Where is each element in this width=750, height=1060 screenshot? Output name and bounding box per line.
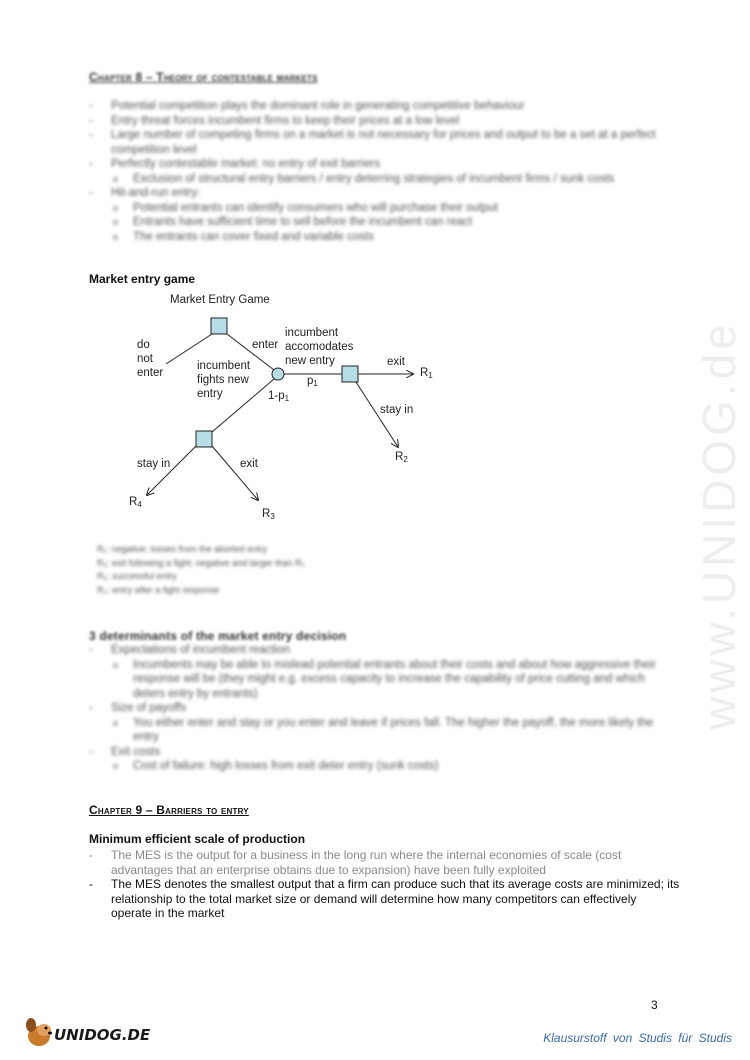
- unidog-logo: [22, 1015, 157, 1049]
- watermark: www.UNIDOG.de: [693, 320, 745, 730]
- chapter8-list-item: - Perfectly contestable market: no entry of exit barriers: [89, 157, 680, 172]
- label-r2: R2: [395, 451, 408, 464]
- determinants-list-item: o Incumbents may be able to mislead potential entrants about their costs and about how aggressive their response will be (they might e.g. excess capacity to increase the capability of price cutting and which deters entry by entrants): [89, 658, 680, 702]
- label-exit-top: exit: [387, 356, 405, 368]
- edge-stay-in-r4: [147, 446, 196, 495]
- chapter9-heading: Chapter 9 – Barriers to entry: [89, 803, 249, 817]
- label-p1: p1: [307, 375, 318, 388]
- label-one-minus-p1: 1-p1: [268, 390, 290, 403]
- chapter8-list-item: - Large number of competing firms on a market is not necessary for prices and output to be a set at a perfect competition level: [89, 128, 680, 157]
- determinants-list-item: o Cost of failure: high losses from exit deter entry (sunk costs): [89, 759, 680, 774]
- payoff-definition: R₃: successful entry: [97, 571, 177, 581]
- determinants-list-item: - Expectations of incumbent reaction: [89, 643, 680, 658]
- payoff-definitions: [97, 543, 305, 597]
- label-r3: R3: [262, 508, 275, 521]
- chapter8-list-item: - Entry threat forces incumbent firms to keep their prices at a low level: [89, 114, 680, 129]
- diagram-title: Market Entry Game: [170, 294, 270, 306]
- determinants-list-item: o You either enter and stay or you enter and leave if prices fall. The higher the payoff, the more likely the entry: [89, 716, 680, 745]
- determinants-list-item: - Exit costs: [89, 745, 680, 760]
- label-stay-in-right: stay in: [380, 404, 414, 416]
- chapter8-list-item: o Exclusion of structural entry barriers / entry deterring strategies of incumbent firms / sunk costs: [89, 172, 680, 187]
- mes-subtitle: Minimum efficient scale of production: [89, 832, 306, 846]
- chapter8-list: [89, 99, 680, 244]
- node-fight: [196, 431, 212, 447]
- chapter8-list-item: o The entrants can cover fixed and variable costs: [89, 230, 680, 245]
- edge-fight: [212, 379, 274, 432]
- label-do-not-enter: do not enter: [137, 339, 164, 379]
- node-entrant: [211, 318, 227, 334]
- footer-tagline: Klausurstoff von Studis für Studis: [543, 1031, 732, 1045]
- payoff-definition: R₂: exit following a fight; negative and larger than R₁: [97, 557, 305, 568]
- label-incumbent-fights: incumbent fights new entry: [197, 360, 251, 400]
- chapter8-list-item: o Potential entrants can identify consumers who will purchase their output: [89, 201, 680, 216]
- determinants-list: [89, 643, 680, 774]
- label-stay-in-left: stay in: [137, 458, 171, 470]
- label-enter: enter: [252, 339, 279, 351]
- label-exit-bottom: exit: [240, 458, 258, 470]
- determinants-heading: 3 determinants of the market entry decision: [89, 629, 347, 643]
- page-number: 3: [651, 998, 658, 1012]
- market-entry-subtitle: Market entry game: [89, 272, 196, 286]
- mes-bullet-1: - The MES is the output for a business in the long run where the internal economies of scale (cost advantages that an enterprise obtains due to expansion) have been fully exploited: [89, 848, 680, 877]
- payoff-definition: R₁: negative; losses from the aborted entry: [97, 544, 268, 554]
- node-chance: [272, 368, 284, 380]
- logo-text: UNIDOG.DE: [54, 1026, 151, 1044]
- label-r4: R4: [129, 496, 142, 509]
- dog-icon: [22, 1015, 56, 1049]
- determinants-list-item: - Size of payoffs: [89, 701, 680, 716]
- market-entry-game-diagram: [100, 286, 440, 522]
- mes-bullets: [89, 848, 680, 921]
- chapter8-list-item: - Potential competition plays the dominant role in generating competitive behaviour: [89, 99, 680, 114]
- chapter8-list-item: - Hit-and-run entry:: [89, 186, 680, 201]
- edge-exit-r3: [212, 446, 258, 500]
- label-incumbent-accomodates: incumbent accomodates new entry: [285, 327, 354, 367]
- chapter8-heading: Chapter 8 – Theory of contestable markets: [89, 70, 318, 84]
- node-accomodate: [342, 366, 358, 382]
- label-r1: R1: [420, 367, 433, 380]
- payoff-definition: R₄: entry after a fight response: [97, 584, 220, 595]
- chapter8-list-item: o Entrants have sufficient time to sell before the incumbent can react: [89, 215, 680, 230]
- mes-bullet-2: - The MES denotes the smallest output that a firm can produce such that its average costs are minimized; its relationship to the total market size or demand will determine how many competitors can effectively operate in the market: [89, 877, 680, 921]
